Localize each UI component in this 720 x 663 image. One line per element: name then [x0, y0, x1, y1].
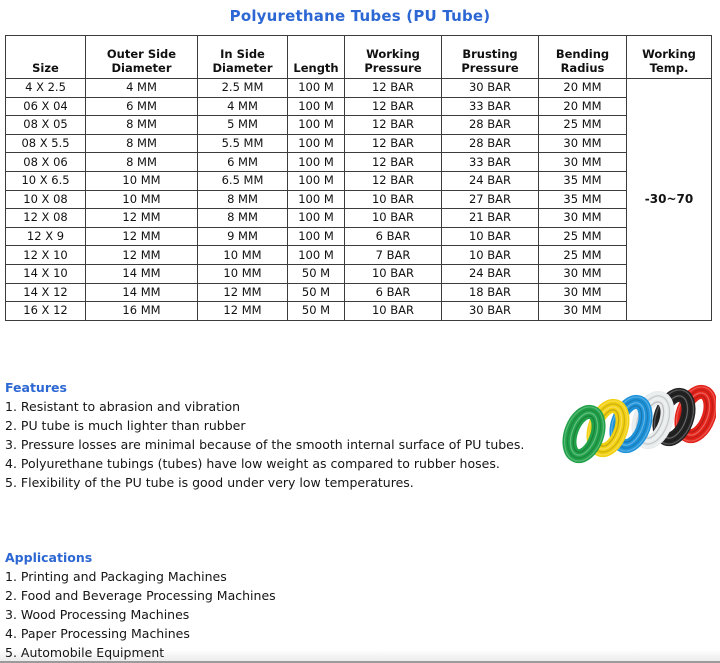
spec-cell: 28 BAR	[442, 134, 539, 153]
spec-cell: 30 MM	[539, 134, 627, 153]
spec-cell: 12 MM	[198, 302, 288, 321]
application-item: 4. Paper Processing Machines	[5, 626, 190, 641]
spec-cell: 10 BAR	[345, 264, 442, 283]
spec-row	[6, 97, 712, 116]
spec-cell: 08 X 05	[6, 116, 86, 135]
spec-cell: 35 MM	[539, 171, 627, 190]
spec-cell: 30 MM	[539, 283, 627, 302]
spec-row	[6, 283, 712, 302]
column-header: Bending Radius	[539, 36, 627, 79]
applications-heading: Applications	[5, 550, 93, 565]
column-header: In Side Diameter	[198, 36, 288, 79]
spec-cell: 16 X 12	[6, 302, 86, 321]
column-header: Working Temp.	[627, 36, 712, 79]
spec-cell: 8 MM	[86, 134, 198, 153]
spec-cell: 10 BAR	[345, 190, 442, 209]
spec-row	[6, 134, 712, 153]
spec-cell: 10 MM	[86, 171, 198, 190]
spec-cell: 10 MM	[86, 190, 198, 209]
spec-row	[6, 302, 712, 321]
spec-cell: 14 MM	[86, 283, 198, 302]
spec-row	[6, 246, 712, 265]
spec-cell: 12 BAR	[345, 116, 442, 135]
spec-cell: 25 MM	[539, 227, 627, 246]
spec-cell: 9 MM	[198, 227, 288, 246]
spec-cell: 28 BAR	[442, 116, 539, 135]
spec-cell: 6 MM	[198, 153, 288, 172]
spec-cell: 14 X 10	[6, 264, 86, 283]
spec-cell: 100 M	[288, 79, 345, 98]
feature-item: 4. Polyurethane tubings (tubes) have low weight as compared to rubber hoses.	[5, 456, 500, 471]
spec-cell: 12 BAR	[345, 153, 442, 172]
application-item: 2. Food and Beverage Processing Machines	[5, 588, 276, 603]
spec-cell: 100 M	[288, 153, 345, 172]
spec-cell: 100 M	[288, 171, 345, 190]
spec-cell: 100 M	[288, 134, 345, 153]
spec-cell: 14 X 12	[6, 283, 86, 302]
spec-cell: 50 M	[288, 264, 345, 283]
spec-cell: 6.5 MM	[198, 171, 288, 190]
spec-row	[6, 79, 712, 98]
spec-cell: 10 BAR	[345, 209, 442, 228]
feature-item: 3. Pressure losses are minimal because of the smooth internal surface of PU tubes.	[5, 437, 525, 452]
spec-row	[6, 264, 712, 283]
column-header: Brusting Pressure	[442, 36, 539, 79]
spec-cell: 12 BAR	[345, 171, 442, 190]
features-heading: Features	[5, 380, 67, 395]
spec-cell: 25 MM	[539, 246, 627, 265]
column-header: Outer Side Diameter	[86, 36, 198, 79]
spec-cell: 8 MM	[198, 190, 288, 209]
spec-row	[6, 209, 712, 228]
column-header: Working Pressure	[345, 36, 442, 79]
spec-cell: 18 BAR	[442, 283, 539, 302]
spec-cell: 30 BAR	[442, 302, 539, 321]
spec-cell: 10 MM	[198, 246, 288, 265]
spec-cell: 100 M	[288, 209, 345, 228]
applications-list	[5, 567, 561, 662]
spec-cell: 33 BAR	[442, 153, 539, 172]
spec-cell: 100 M	[288, 246, 345, 265]
application-item: 5. Automobile Equipment	[5, 645, 165, 660]
features-section	[5, 379, 561, 492]
application-item: 3. Wood Processing Machines	[5, 607, 190, 622]
spec-cell: 08 X 06	[6, 153, 86, 172]
spec-row	[6, 190, 712, 209]
spec-cell: 33 BAR	[442, 97, 539, 116]
working-temp-cell: -30~70	[627, 79, 712, 321]
spec-cell: 12 MM	[198, 283, 288, 302]
spec-cell: 4 MM	[86, 79, 198, 98]
spec-cell: 4 MM	[198, 97, 288, 116]
spec-cell: 5.5 MM	[198, 134, 288, 153]
spec-cell: 12 BAR	[345, 97, 442, 116]
spec-cell: 8 MM	[198, 209, 288, 228]
spec-cell: 16 MM	[86, 302, 198, 321]
spec-cell: 7 BAR	[345, 246, 442, 265]
spec-cell: 14 MM	[86, 264, 198, 283]
spec-cell: 10 X 08	[6, 190, 86, 209]
spec-row	[6, 227, 712, 246]
spec-cell: 25 MM	[539, 116, 627, 135]
spec-row	[6, 171, 712, 190]
spec-cell: 12 MM	[86, 246, 198, 265]
spec-cell: 20 MM	[539, 79, 627, 98]
pu-tubes-image	[557, 383, 716, 465]
pu-tube-spec-table	[5, 35, 712, 321]
spec-cell: 10 MM	[198, 264, 288, 283]
spec-cell: 30 MM	[539, 302, 627, 321]
spec-cell: 8 MM	[86, 153, 198, 172]
applications-section	[5, 549, 561, 662]
spec-cell: 10 BAR	[345, 302, 442, 321]
spec-cell: 30 BAR	[442, 79, 539, 98]
spec-cell: 12 MM	[86, 227, 198, 246]
column-header: Size	[6, 36, 86, 79]
spec-cell: 6 MM	[86, 97, 198, 116]
spec-cell: 12 BAR	[345, 134, 442, 153]
spec-cell: 6 BAR	[345, 227, 442, 246]
spec-cell: 12 MM	[86, 209, 198, 228]
spec-cell: 50 M	[288, 302, 345, 321]
spec-cell: 100 M	[288, 190, 345, 209]
spec-cell: 12 X 9	[6, 227, 86, 246]
spec-cell: 10 BAR	[442, 227, 539, 246]
spec-cell: 10 BAR	[442, 246, 539, 265]
spec-cell: 20 MM	[539, 97, 627, 116]
feature-item: 5. Flexibility of the PU tube is good under very low temperatures.	[5, 475, 414, 490]
spec-cell: 5 MM	[198, 116, 288, 135]
page-title: Polyurethane Tubes (PU Tube)	[229, 7, 491, 25]
spec-cell: 08 X 5.5	[6, 134, 86, 153]
feature-item: 1. Resistant to abrasion and vibration	[5, 399, 241, 414]
application-item: 1. Printing and Packaging Machines	[5, 569, 227, 584]
spec-cell: 30 MM	[539, 153, 627, 172]
spec-cell: 12 X 08	[6, 209, 86, 228]
spec-cell: 10 X 6.5	[6, 171, 86, 190]
spec-row	[6, 116, 712, 135]
spec-cell: 35 MM	[539, 190, 627, 209]
tube-coils-graphic	[557, 383, 716, 465]
feature-item: 2. PU tube is much lighter than rubber	[5, 418, 246, 433]
spec-cell: 12 BAR	[345, 79, 442, 98]
spec-cell: 4 X 2.5	[6, 79, 86, 98]
column-header: Length	[288, 36, 345, 79]
spec-cell: 50 M	[288, 283, 345, 302]
spec-cell: 6 BAR	[345, 283, 442, 302]
spec-row	[6, 153, 712, 172]
spec-cell: 30 MM	[539, 264, 627, 283]
spec-cell: 8 MM	[86, 116, 198, 135]
table-header-row	[6, 36, 712, 79]
spec-cell: 24 BAR	[442, 171, 539, 190]
spec-cell: 100 M	[288, 227, 345, 246]
spec-cell: 12 X 10	[6, 246, 86, 265]
spec-cell: 30 MM	[539, 209, 627, 228]
spec-cell: 100 M	[288, 116, 345, 135]
spec-cell: 27 BAR	[442, 190, 539, 209]
spec-cell: 100 M	[288, 97, 345, 116]
features-list	[5, 397, 561, 492]
spec-cell: 21 BAR	[442, 209, 539, 228]
spec-cell: 06 X 04	[6, 97, 86, 116]
spec-cell: 24 BAR	[442, 264, 539, 283]
spec-cell: 2.5 MM	[198, 79, 288, 98]
